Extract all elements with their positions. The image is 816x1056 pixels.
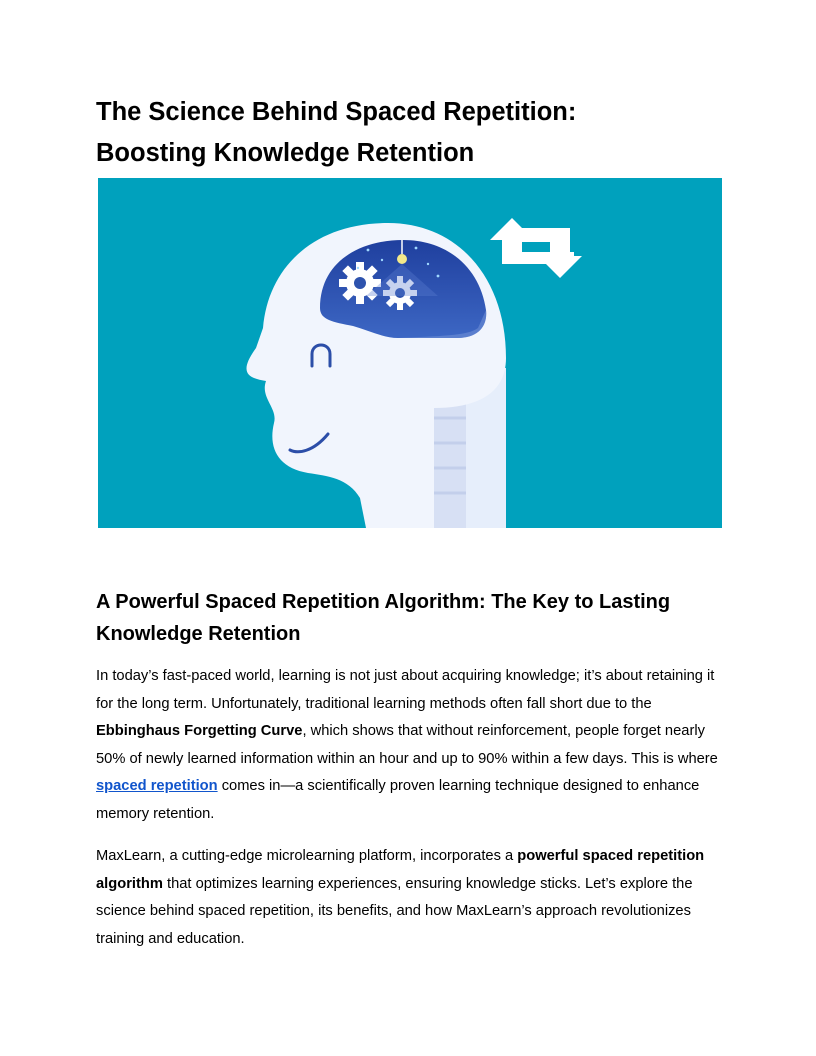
p1-text-2: , which shows that without reinforcement, people forget nearly 50% of newly learned information within an hour and up to 90% within a few days. This is where [96, 723, 718, 767]
paragraph-1 [96, 663, 726, 829]
head-silhouette-icon [98, 178, 722, 528]
section-heading: A Powerful Spaced Repetition Algorithm: The Key to Lasting Knowledge Retention [96, 591, 671, 645]
hero-illustration [98, 178, 722, 528]
title-line-2: Boosting Knowledge Retention [96, 139, 475, 167]
repeat-arrows-icon [490, 218, 582, 278]
p2-bold-algorithm: powerful spaced repetition algorithm [96, 848, 705, 892]
p2-text-1: MaxLearn, a cutting-edge microlearning platform, incorporates a [96, 848, 518, 864]
spaced-repetition-link[interactable]: spaced repetition [96, 778, 218, 795]
p1-text-1: In today’s fast-paced world, learning is not just about acquiring knowledge; it’s about retaining it for the long term. Unfortunately, traditional learning methods often fall short due to the [96, 668, 715, 712]
title-line-1: The Science Behind Spaced Repetition: [96, 98, 577, 126]
p1-text-3: comes in—a scientifically proven learning technique designed to enhance memory retention. [96, 778, 700, 822]
paragraph-2 [96, 843, 726, 953]
p2-text-2: that optimizes learning experiences, ensuring knowledge sticks. Let’s explore the science behind spaced repetition, its benefits, and how MaxLearn’s approach revolutionizes training and education. [96, 875, 693, 947]
p1-bold-ebbinghaus: Ebbinghaus Forgetting Curve [96, 723, 303, 740]
article-title [96, 92, 736, 174]
